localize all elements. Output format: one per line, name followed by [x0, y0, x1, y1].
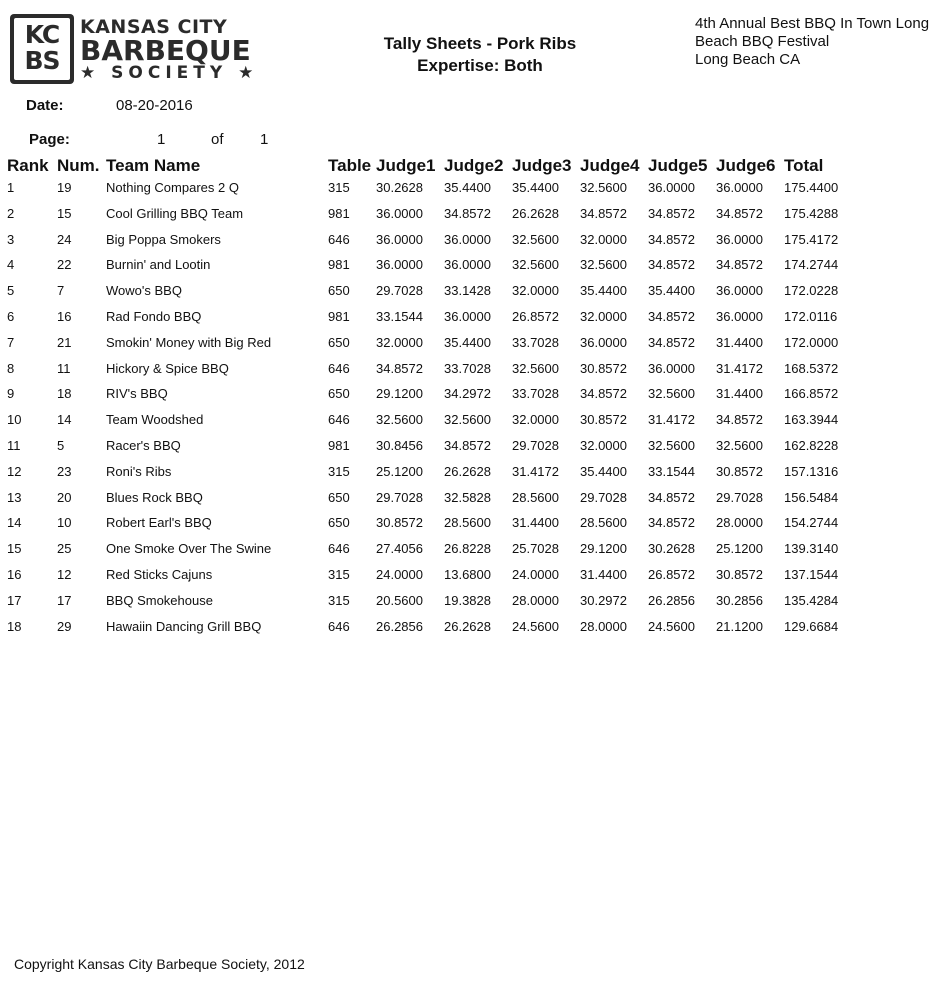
- cell-judge5-score: 34.8572: [648, 334, 695, 350]
- cell-rank: 15: [7, 541, 22, 557]
- cell-judge4-score: 32.0000: [580, 231, 627, 247]
- cell-judge2-score: 36.0000: [444, 309, 491, 324]
- cell-judge3-score: 33.7028: [512, 386, 559, 402]
- table-row: [0, 490, 950, 512]
- cell-rank: 2: [7, 205, 15, 221]
- table-row: [0, 386, 950, 408]
- cell-table-number: 646: [328, 231, 350, 247]
- cell-total-score: 166.8572: [784, 386, 839, 402]
- cell-team-name: Red Sticks Cajuns: [106, 567, 213, 582]
- cell-judge5-score: 33.1544: [648, 463, 695, 479]
- cell-team-name: RIV's BBQ: [106, 386, 168, 402]
- date-label: Date:: [26, 97, 64, 114]
- cell-rank: 13: [7, 489, 22, 505]
- cell-judge3-score: 31.4400: [512, 515, 559, 531]
- cell-judge4-score: 30.8572: [580, 412, 627, 428]
- column-header-judge4: Judge4: [580, 156, 640, 175]
- cell-team-name: BBQ Smokehouse: [106, 592, 213, 608]
- cell-total-score: 175.4400: [784, 180, 839, 195]
- cell-table-number: 315: [328, 567, 350, 582]
- cell-team-name: Smokin' Money with Big Red: [106, 334, 272, 350]
- cell-judge6-score: 30.8572: [716, 567, 763, 582]
- cell-judge4-score: 28.5600: [580, 515, 627, 531]
- cell-judge1-score: 29.7028: [376, 283, 423, 299]
- logo-mark-line1: KC: [24, 20, 60, 49]
- cell-team-number: 22: [57, 257, 72, 273]
- table-row: [0, 361, 950, 383]
- cell-judge2-score: 26.2628: [444, 463, 491, 479]
- cell-judge5-score: 36.0000: [648, 180, 695, 195]
- cell-team-number: 14: [57, 412, 72, 428]
- cell-judge2-score: 33.7028: [444, 360, 491, 376]
- cell-rank: 1: [7, 180, 15, 195]
- cell-judge4-score: 36.0000: [580, 334, 627, 350]
- cell-judge5-score: 34.8572: [648, 205, 695, 221]
- cell-judge4-score: 35.4400: [580, 283, 627, 299]
- cell-judge4-score: 32.5600: [580, 180, 627, 195]
- cell-table-number: 650: [328, 283, 350, 299]
- cell-rank: 5: [7, 283, 15, 299]
- cell-team-number: 17: [57, 592, 72, 608]
- cell-team-number: 20: [57, 489, 72, 505]
- cell-judge3-score: 26.2628: [512, 205, 559, 221]
- cell-judge4-score: 30.8572: [580, 360, 627, 376]
- cell-team-name: Roni's Ribs: [106, 463, 172, 479]
- table-row: [0, 335, 950, 357]
- cell-judge5-score: 34.8572: [648, 489, 695, 505]
- cell-judge4-score: 35.4400: [580, 463, 627, 479]
- cell-judge1-score: 36.0000: [376, 205, 423, 221]
- cell-judge1-score: 36.0000: [376, 231, 423, 247]
- cell-total-score: 156.5484: [784, 489, 839, 505]
- page-of-label: of: [211, 131, 224, 148]
- cell-judge6-score: 36.0000: [716, 283, 763, 299]
- cell-team-name: Hawaiin Dancing Grill BBQ: [106, 618, 262, 634]
- cell-judge6-score: 34.8572: [716, 412, 763, 428]
- cell-total-score: 157.1316: [784, 463, 839, 479]
- table-row: [0, 567, 950, 589]
- cell-judge1-score: 33.1544: [376, 309, 423, 324]
- cell-rank: 10: [7, 412, 22, 428]
- cell-total-score: 172.0228: [784, 283, 839, 299]
- cell-rank: 18: [7, 618, 22, 634]
- cell-judge1-score: 26.2856: [376, 618, 423, 634]
- table-row: [0, 619, 950, 641]
- cell-judge3-score: 33.7028: [512, 334, 559, 350]
- cell-judge4-score: 32.5600: [580, 257, 627, 273]
- report-title: Tally Sheets - Pork Ribs: [383, 34, 577, 53]
- cell-judge2-score: 34.8572: [444, 205, 491, 221]
- cell-judge3-score: 28.0000: [512, 592, 559, 608]
- cell-judge3-score: 25.7028: [512, 541, 559, 557]
- cell-judge5-score: 36.0000: [648, 360, 695, 376]
- cell-judge2-score: 19.3828: [444, 592, 491, 608]
- cell-rank: 8: [7, 360, 15, 376]
- table-row: [0, 180, 950, 202]
- cell-judge6-score: 25.1200: [716, 541, 763, 557]
- cell-total-score: 175.4288: [784, 205, 839, 221]
- cell-team-number: 19: [57, 180, 72, 195]
- logo-text-barbeque: BARBEQUE: [80, 34, 251, 67]
- cell-judge4-score: 34.8572: [580, 205, 627, 221]
- cell-total-score: 139.3140: [784, 541, 839, 557]
- cell-judge2-score: 36.0000: [444, 257, 491, 273]
- cell-team-name: Rad Fondo BBQ: [106, 309, 202, 324]
- cell-team-number: 16: [57, 309, 72, 324]
- cell-rank: 3: [7, 231, 15, 247]
- cell-judge1-score: 32.0000: [376, 334, 423, 350]
- table-row: [0, 309, 950, 331]
- cell-team-name: Racer's BBQ: [106, 438, 181, 453]
- cell-judge2-score: 13.6800: [444, 567, 491, 582]
- cell-judge2-score: 35.4400: [444, 180, 491, 195]
- cell-judge6-score: 31.4172: [716, 360, 763, 376]
- cell-team-number: 5: [57, 438, 65, 453]
- cell-judge1-score: 29.1200: [376, 386, 423, 402]
- cell-team-number: 10: [57, 515, 72, 531]
- cell-total-score: 172.0116: [784, 309, 838, 324]
- cell-judge2-score: 33.1428: [444, 283, 491, 299]
- table-row: [0, 206, 950, 228]
- cell-judge6-score: 36.0000: [716, 309, 763, 324]
- cell-judge1-score: 24.0000: [376, 567, 423, 582]
- event-name: 4th Annual Best BBQ In Town Long Beach BBQ Festival: [695, 15, 930, 50]
- copyright-footer: Copyright Kansas City Barbeque Society, 2012: [14, 956, 305, 972]
- table-row: [0, 464, 950, 486]
- cell-judge2-score: 26.2628: [444, 618, 491, 634]
- cell-judge5-score: 34.8572: [648, 515, 695, 531]
- cell-team-number: 21: [57, 334, 72, 350]
- logo-text-kansas-city: KANSAS CITY: [80, 16, 228, 38]
- cell-judge1-score: 20.5600: [376, 592, 423, 608]
- cell-judge4-score: 32.0000: [580, 438, 627, 453]
- cell-judge5-score: 32.5600: [648, 438, 695, 453]
- cell-judge5-score: 34.8572: [648, 309, 695, 324]
- column-header-judge6: Judge6: [716, 156, 776, 175]
- cell-judge5-score: 26.8572: [648, 567, 695, 582]
- cell-judge1-score: 30.8456: [376, 438, 423, 453]
- event-info: [695, 15, 947, 69]
- cell-total-score: 163.3944: [784, 412, 839, 428]
- cell-judge3-score: 28.5600: [512, 489, 559, 505]
- cell-team-name: Robert Earl's BBQ: [106, 515, 212, 531]
- cell-judge3-score: 26.8572: [512, 309, 559, 324]
- cell-judge6-score: 21.1200: [716, 618, 763, 634]
- cell-team-number: 24: [57, 231, 72, 247]
- cell-table-number: 646: [328, 618, 350, 634]
- cell-team-number: 11: [57, 360, 71, 376]
- cell-total-score: 174.2744: [784, 257, 839, 273]
- table-row: [0, 593, 950, 615]
- cell-rank: 9: [7, 386, 15, 402]
- cell-table-number: 315: [328, 180, 350, 195]
- cell-table-number: 650: [328, 489, 350, 505]
- date-value: 08-20-2016: [116, 97, 193, 114]
- cell-table-number: 650: [328, 515, 350, 531]
- cell-judge2-score: 34.2972: [444, 386, 491, 402]
- cell-judge3-score: 31.4172: [512, 463, 559, 479]
- page-total: 1: [260, 131, 269, 148]
- cell-total-score: 137.1544: [784, 567, 839, 582]
- cell-judge4-score: 32.0000: [580, 309, 627, 324]
- cell-table-number: 981: [328, 309, 350, 324]
- cell-total-score: 168.5372: [784, 360, 839, 376]
- cell-judge5-score: 34.8572: [648, 231, 695, 247]
- cell-total-score: 175.4172: [784, 231, 839, 247]
- cell-judge4-score: 30.2972: [580, 592, 627, 608]
- cell-judge6-score: 30.2856: [716, 592, 763, 608]
- logo-mark-line2: BS: [24, 46, 60, 75]
- cell-rank: 6: [7, 309, 15, 324]
- page-label: Page:: [29, 131, 70, 148]
- cell-table-number: 981: [328, 257, 350, 273]
- column-header-judge3: Judge3: [512, 156, 572, 175]
- cell-team-number: 18: [57, 386, 72, 402]
- event-location: Long Beach CA: [695, 51, 801, 68]
- cell-total-score: 154.2744: [784, 515, 839, 531]
- cell-table-number: 315: [328, 592, 350, 608]
- cell-judge1-score: 30.8572: [376, 515, 423, 531]
- cell-judge6-score: 34.8572: [716, 257, 763, 273]
- cell-team-number: 23: [57, 463, 72, 479]
- cell-rank: 12: [7, 463, 22, 479]
- column-header-team-name: Team Name: [106, 156, 201, 175]
- cell-team-name: Team Woodshed: [106, 412, 204, 428]
- cell-judge2-score: 36.0000: [444, 231, 491, 247]
- cell-total-score: 135.4284: [784, 592, 839, 608]
- cell-table-number: 646: [328, 412, 350, 428]
- cell-judge5-score: 30.2628: [648, 541, 695, 557]
- cell-judge3-score: 32.5600: [512, 257, 559, 273]
- kcbs-logo-mark: [10, 14, 74, 84]
- cell-judge5-score: 35.4400: [648, 283, 695, 299]
- cell-team-name: Blues Rock BBQ: [106, 489, 203, 505]
- cell-judge3-score: 32.5600: [512, 231, 559, 247]
- cell-judge6-score: 29.7028: [716, 489, 763, 505]
- cell-judge3-score: 32.0000: [512, 412, 559, 428]
- cell-judge1-score: 29.7028: [376, 489, 423, 505]
- cell-team-name: Cool Grilling BBQ Team: [106, 205, 244, 221]
- cell-table-number: 315: [328, 463, 350, 479]
- cell-table-number: 981: [328, 438, 350, 453]
- cell-team-name: Big Poppa Smokers: [106, 231, 221, 247]
- cell-judge4-score: 29.1200: [580, 541, 627, 557]
- cell-judge1-score: 30.2628: [376, 180, 423, 195]
- cell-team-name: Burnin' and Lootin: [106, 257, 211, 273]
- cell-team-number: 25: [57, 541, 72, 557]
- cell-rank: 14: [7, 515, 22, 531]
- cell-judge6-score: 34.8572: [716, 205, 763, 221]
- cell-judge1-score: 25.1200: [376, 463, 423, 479]
- cell-rank: 4: [7, 257, 15, 273]
- cell-table-number: 646: [328, 360, 350, 376]
- cell-judge2-score: 35.4400: [444, 334, 491, 350]
- cell-judge3-score: 35.4400: [512, 180, 559, 195]
- table-row: [0, 541, 950, 563]
- column-header-judge2: Judge2: [444, 156, 504, 175]
- cell-team-name: Wowo's BBQ: [106, 283, 182, 299]
- cell-team-number: 29: [57, 618, 72, 634]
- cell-table-number: 650: [328, 386, 350, 402]
- table-row: [0, 257, 950, 279]
- cell-total-score: 162.8228: [784, 438, 839, 453]
- cell-judge2-score: 32.5600: [444, 412, 491, 428]
- cell-judge1-score: 32.5600: [376, 412, 423, 428]
- cell-judge3-score: 24.0000: [512, 567, 559, 582]
- cell-team-number: 12: [57, 567, 72, 582]
- cell-judge6-score: 32.5600: [716, 438, 763, 453]
- cell-total-score: 172.0000: [784, 334, 839, 350]
- cell-judge6-score: 28.0000: [716, 515, 763, 531]
- report-title-block: [330, 33, 630, 77]
- cell-table-number: 646: [328, 541, 350, 557]
- cell-judge4-score: 29.7028: [580, 489, 627, 505]
- cell-team-name: Hickory & Spice BBQ: [106, 360, 229, 376]
- cell-judge4-score: 34.8572: [580, 386, 627, 402]
- cell-judge3-score: 24.5600: [512, 618, 559, 634]
- cell-judge5-score: 31.4172: [648, 412, 695, 428]
- cell-rank: 7: [7, 334, 15, 350]
- cell-judge5-score: 32.5600: [648, 386, 695, 402]
- cell-judge2-score: 26.8228: [444, 541, 491, 557]
- column-header-total: Total: [784, 156, 824, 175]
- table-row: [0, 232, 950, 254]
- cell-rank: 16: [7, 567, 22, 582]
- cell-judge6-score: 30.8572: [716, 463, 763, 479]
- table-row: [0, 412, 950, 434]
- kcbs-logo: [10, 14, 270, 86]
- report-subtitle: Expertise: Both: [417, 56, 543, 75]
- cell-judge4-score: 31.4400: [580, 567, 627, 582]
- column-header-judge1: Judge1: [376, 156, 436, 175]
- cell-judge5-score: 24.5600: [648, 618, 695, 634]
- cell-team-number: 7: [57, 283, 65, 299]
- table-row: [0, 438, 950, 460]
- cell-judge6-score: 36.0000: [716, 231, 763, 247]
- cell-judge5-score: 26.2856: [648, 592, 695, 608]
- cell-judge3-score: 32.0000: [512, 283, 559, 299]
- cell-judge2-score: 32.5828: [444, 489, 491, 505]
- cell-team-number: 15: [57, 205, 72, 221]
- cell-judge6-score: 36.0000: [716, 180, 763, 195]
- table-row: [0, 515, 950, 537]
- cell-judge2-score: 34.8572: [444, 438, 491, 453]
- cell-rank: 11: [7, 438, 21, 453]
- table-row: [0, 283, 950, 305]
- cell-table-number: 650: [328, 334, 350, 350]
- cell-table-number: 981: [328, 205, 350, 221]
- cell-judge3-score: 32.5600: [512, 360, 559, 376]
- cell-judge1-score: 27.4056: [376, 541, 423, 557]
- cell-judge3-score: 29.7028: [512, 438, 559, 453]
- cell-judge4-score: 28.0000: [580, 618, 627, 634]
- cell-judge1-score: 36.0000: [376, 257, 423, 273]
- page-current: 1: [157, 131, 166, 148]
- logo-text-society: ★ SOCIETY ★: [80, 63, 259, 83]
- cell-judge2-score: 28.5600: [444, 515, 491, 531]
- column-header-table: Table: [328, 156, 372, 175]
- column-header-judge5: Judge5: [648, 156, 708, 175]
- cell-judge5-score: 34.8572: [648, 257, 695, 273]
- column-header-number: Num.: [57, 156, 100, 175]
- cell-team-name: Nothing Compares 2 Q: [106, 180, 239, 195]
- cell-rank: 17: [7, 592, 22, 608]
- cell-judge1-score: 34.8572: [376, 360, 423, 376]
- column-header-rank: Rank: [7, 156, 49, 175]
- cell-total-score: 129.6684: [784, 618, 839, 634]
- cell-judge6-score: 31.4400: [716, 334, 763, 350]
- cell-team-name: One Smoke Over The Swine: [106, 541, 272, 557]
- cell-judge6-score: 31.4400: [716, 386, 763, 402]
